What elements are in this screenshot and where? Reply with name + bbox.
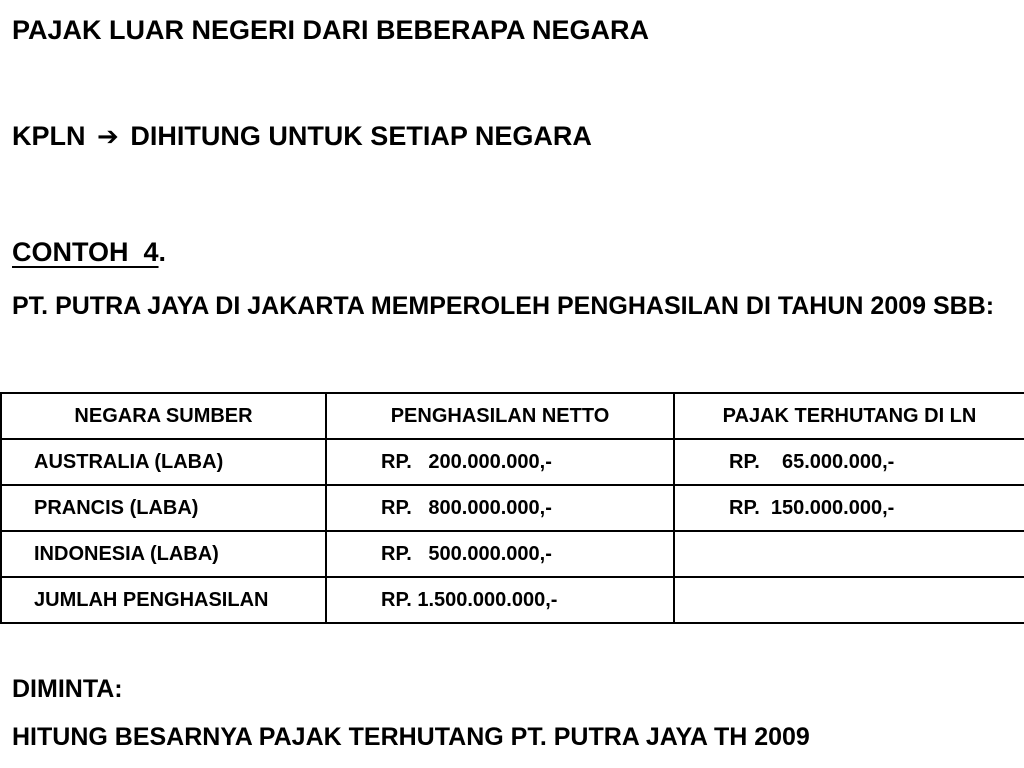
arrow-right-icon: ➔ (97, 121, 119, 151)
table-row (1, 439, 1024, 485)
kpln-text: DIHITUNG UNTUK SETIAP NEGARA (130, 121, 592, 151)
table-row (1, 577, 1024, 623)
foreign-tax-cell (674, 577, 1024, 623)
header-pajak-terhutang: PAJAK TERHUTANG DI LN (674, 393, 1024, 439)
table-row (1, 485, 1024, 531)
country-cell: INDONESIA (LABA) (1, 531, 326, 577)
net-income-cell: RP. 800.000.000,- (326, 485, 674, 531)
requested-label: DIMINTA: (12, 675, 123, 703)
header-penghasilan-netto: PENGHASILAN NETTO (326, 393, 674, 439)
slide-title: PAJAK LUAR NEGERI DARI BEBERAPA NEGARA (12, 15, 650, 45)
example-heading (12, 235, 166, 269)
total-label-cell: JUMLAH PENGHASILAN (1, 577, 326, 623)
example-label: CONTOH 4 (12, 237, 159, 267)
requested-task: HITUNG BESARNYA PAJAK TERHUTANG PT. PUTRA JAYA TH 2009 (12, 723, 810, 751)
example-intro: PT. PUTRA JAYA DI JAKARTA MEMPEROLEH PENGHASILAN DI TAHUN 2009 SBB: (12, 292, 995, 320)
kpln-statement (12, 119, 592, 153)
foreign-tax-cell: RP. 65.000.000,- (674, 439, 1024, 485)
kpln-term: KPLN (12, 121, 86, 151)
foreign-tax-cell: RP. 150.000.000,- (674, 485, 1024, 531)
total-income-cell: RP. 1.500.000.000,- (326, 577, 674, 623)
header-negara-sumber: NEGARA SUMBER (1, 393, 326, 439)
country-cell: PRANCIS (LABA) (1, 485, 326, 531)
table-header-row (1, 393, 1024, 439)
foreign-tax-cell (674, 531, 1024, 577)
example-punct: . (158, 237, 167, 267)
net-income-cell: RP. 500.000.000,- (326, 531, 674, 577)
table-row (1, 531, 1024, 577)
income-table (0, 392, 1024, 624)
net-income-cell: RP. 200.000.000,- (326, 439, 674, 485)
country-cell: AUSTRALIA (LABA) (1, 439, 326, 485)
